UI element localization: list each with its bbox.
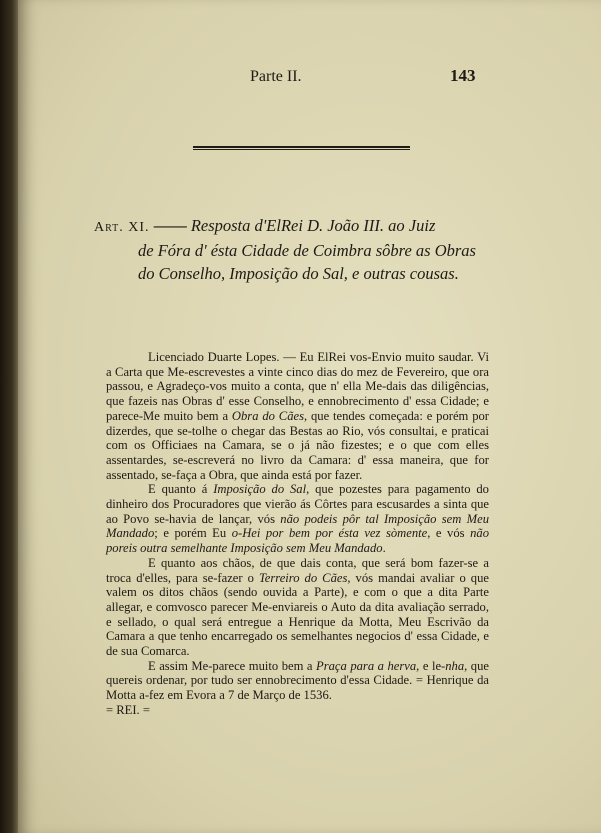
paragraph-4: E assim Me-parece muito bem a Praça para a herva, e le-nha, que quereis ordenar, por tudo ser ennobrecimento d'essa Cidade. = Henrique da Motta a-fez em Evora a 7 de Março de 1536.	[106, 658, 489, 703]
title-dash: ——	[153, 216, 187, 235]
article-number: Art. XI.	[94, 220, 150, 235]
title-line-1: Resposta d'ElRei D. João III. ao Juiz	[190, 216, 436, 235]
title-line-2: de Fóra d' ésta Cidade de Coimbra sôbre as Obras	[138, 241, 476, 260]
letter-body	[106, 350, 489, 718]
paragraph-2: E quanto á Imposição do Sal, que pozestes para pagamento do dinheiro dos Procuradores que vierão ás Côrtes para escusardes a sinta que ao Povo se-havia de lançar, vós não podeis pôr tal Imposição sem Meu Mandado; e porém Eu o-Hei por bem por ésta vez sòmente, e vós não poreis outra semelhante Imposição sem Meu Mandado.	[106, 482, 489, 556]
title-line-3: do Conselho, Imposição do Sal, e outras cousas.	[138, 264, 459, 283]
running-title: Parte II.	[250, 68, 302, 85]
signature: = REI. =	[106, 702, 150, 717]
page-number: 143	[450, 66, 476, 85]
header-rule	[193, 146, 410, 150]
book-page	[18, 0, 601, 833]
paragraph-3: E quanto aos chãos, de que dais conta, que será bom fazer-se a troca d'elles, para se-fazer o Terreiro do Cães, vós mandai avaliar o que valem os ditos chãos (sendo ouvida a Parte), e com o que a dita Parte allegar, e comvosco parecer Me-enviareis o Auto da dita avaliação serrado, e sellado, o qual será entregue a Henrique da Motta, Meu Escrivão da Camara a que tenho encarregado os semelhantes negocios d' essa Cidade, e de sua Comarca.	[106, 555, 489, 659]
paragraph-1: Licenciado Duarte Lopes. — Eu ElRei vos-Envio muito saudar. Vi a Carta que Me-escrevestes a vinte cinco dias do mez de Fevereiro, que ora passou, e Agradeço-vos muito a conta, que n' ella Me-dais das diligências, que fazeis nas Obras d' esse Conselho, e ennobrecimento d' essa Cidade; e parece-Me muito bem a Obra do Cães, que tendes começada: e porém por dizerdes, que se-tolhe o chegar das Bestas ao Rio, vós consultai, e praticai com os Officiaes na Camara, se o já não fizestes; e o que com elles assentardes, se-escreverá no livro da Camara: d' essa maneira, que for assentado, se-faça a Obra, que ainda está por fazer.	[106, 350, 489, 482]
article-title	[94, 214, 489, 285]
page-header	[250, 66, 481, 88]
